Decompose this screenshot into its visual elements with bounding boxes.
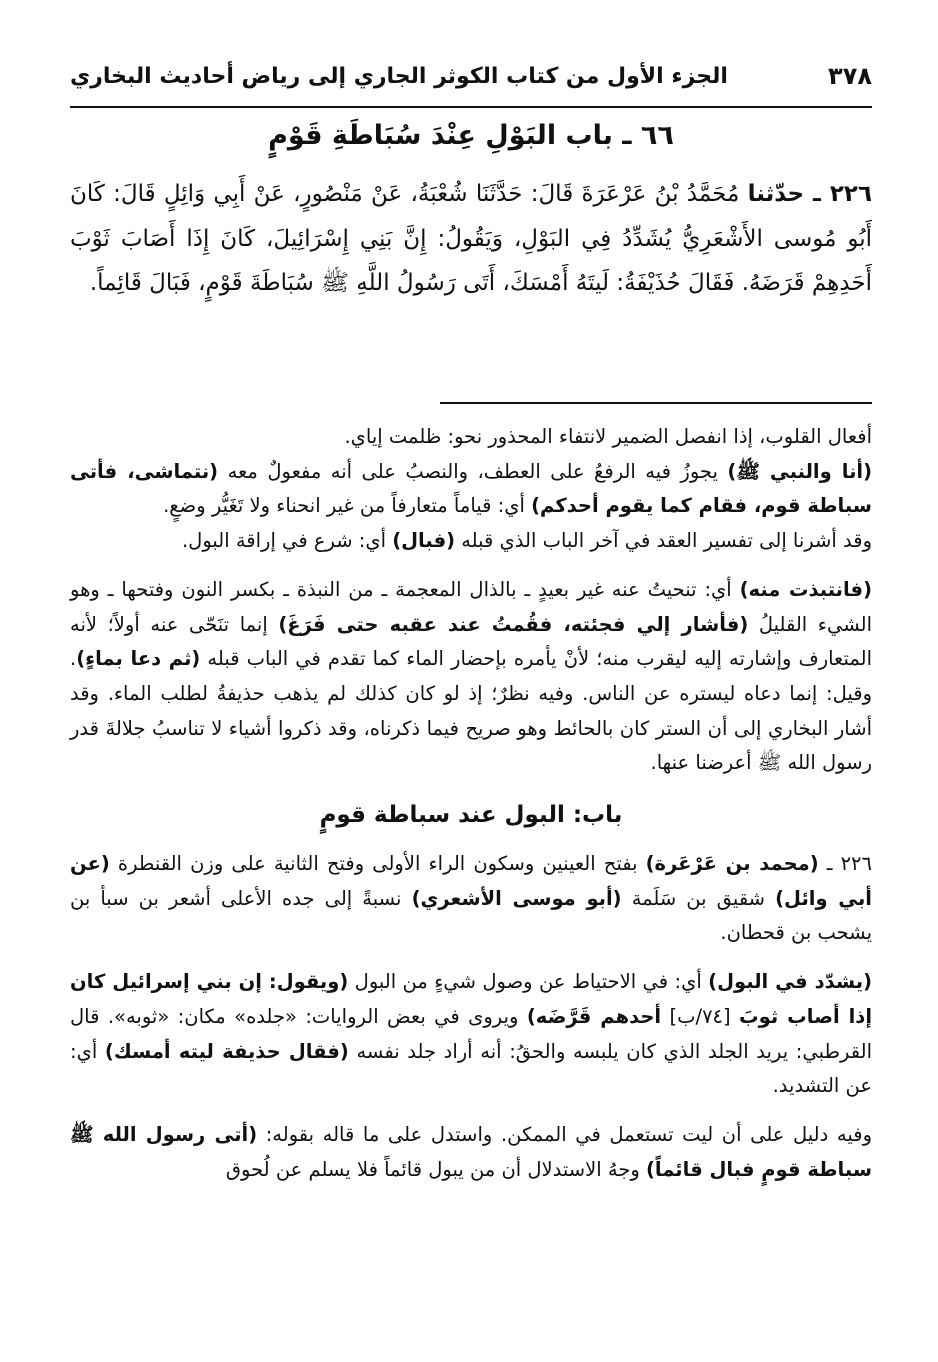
commentary-paragraph bbox=[70, 524, 872, 559]
commentary-text: ويروى في بعض الروايات: «جلده» مكان: «ثوبه». قال القرطبي: يريد الجلد الذي كان يلبسه والحقُ: أنه أراد جلد نفسه bbox=[70, 1004, 872, 1063]
hadith-body: مُحَمَّدُ بْنُ عَرْعَرَةَ قَالَ: حَدَّثَنَا شُعْبَةُ، عَنْ مَنْصُورٍ، عَنْ أَبِي وَائِلٍ قَالَ: كَانَ أَبُو مُوسى الأَشْعَرِيُّ يُشَدِّدُ فِي البَوْلِ، وَيَقُولُ: إِنَّ بَنِي إِسْرَائِيلَ، كَانَ إِذَا أَصَابَ ثَوْبَ أَحَدِهِمْ قَرَضَهُ. فَقَالَ حُذَيْفَةُ: لَيتَهُ أَمْسَكَ، أَتَى رَسُولُ اللَّهِ ﷺ سُبَاطَةَ قَوْمٍ، فَبَالَ قَائِماً. bbox=[70, 181, 872, 296]
commentary-quote: (ويقول: إن بني إسرائيل كان إذا أصاب ثوبَ bbox=[70, 970, 873, 1028]
commentary-text: ٢٢٦ ـ bbox=[818, 852, 872, 876]
commentary-quote: (فأشار إلي فجئته، فقُمتُ عند عقبه حتى فَرَغَ) bbox=[278, 612, 749, 636]
commentary-paragraph bbox=[70, 1118, 872, 1187]
commentary-quote: (ثم دعا بماءٍ) bbox=[76, 647, 201, 671]
commentary-text: أي: في الاحتياط عن وصول شيءٍ من البول bbox=[348, 970, 709, 994]
page bbox=[70, 0, 872, 1362]
commentary-quote: (فبال) bbox=[392, 529, 456, 553]
hadith-text bbox=[70, 172, 872, 306]
commentary-text: أفعال القلوب، إذا انفصل الضمير لانتفاء المحذور نحو: ظلمت إياي. bbox=[344, 425, 872, 448]
commentary-text: وقد أشرنا إلى تفسير العقد في آخر الباب الذي قبله bbox=[455, 529, 872, 553]
page-number: ٣٧٨ bbox=[828, 62, 872, 90]
section-heading: باب: البول عند سباطة قومٍ bbox=[319, 802, 623, 829]
commentary-text: يجوزُ فيه الرفعُ على العطف، والنصبُ على أنه مفعولٌ معه bbox=[218, 459, 728, 483]
commentary-text: بفتح العينين وسكون الراء الأولى وفتح الثانية على وزن القنطرة bbox=[109, 852, 646, 876]
commentary-text: وفيه دليل على أن ليت تستعمل في الممكن. واستدل على ما قاله بقوله: bbox=[257, 1122, 872, 1146]
commentary-text: أي: تنحيتُ عنه غير بعيدٍ ـ بالذال المعجمة ـ من النبذة ـ بكسر النون وفتحها ـ وهو الشيء القليلُ bbox=[70, 577, 872, 636]
commentary-text: . وقيل: إنما دعاه ليستره عن الناس. وفيه نظرٌ؛ إذ لو كان كذلك لم يذهب حذيفةُ لطلب الماء. وقد أشار البخاري إلى أن الستر كان بالحائط وهو صريح فيما ذكرناه، وقد ذكروا أشياء لا تناسبُ جلالةَ قدر رسول الله ﷺ أعرضنا عنها. bbox=[70, 647, 872, 775]
commentary-paragraph bbox=[70, 965, 872, 1104]
commentary-text: إنما تنَحّى عنه أولاً؛ لأنه المتعارف وإشارته إليه ليقرب منه؛ لأنْ يأمره بإحضار الماء كما تقدم في الباب قبله bbox=[70, 612, 872, 671]
manuscript-folio-ref: [٧٤/ب] bbox=[661, 1004, 740, 1028]
hadith-number: ٢٢٦ ـ حدّثنا bbox=[747, 181, 872, 207]
commentary-text: أي: شرع في إراقة البول. bbox=[181, 529, 393, 553]
commentary-paragraph bbox=[70, 847, 872, 951]
commentary-quote: (فقال حذيفة ليته أمسك) bbox=[104, 1039, 349, 1063]
commentary-quote: (أنا والنبي ﷺ) bbox=[727, 459, 872, 483]
commentary-quote: (يشدّد في البول) bbox=[708, 970, 872, 994]
commentary-quote: (عن أبي وائل) bbox=[70, 852, 872, 910]
commentary-text: وجهُ الاستدلال أن من يبول قائماً فلا يسلم عن لُحوق bbox=[225, 1157, 646, 1181]
commentary-text: أي: قياماً متعارفاً من غير انحناء ولا تَغَيُّر وضعٍ. bbox=[163, 494, 532, 518]
commentary-quote: (نتماشى، فأتى سباطة قوم، فقام كما يقوم أحدكم) bbox=[70, 459, 872, 518]
commentary-text: شقيق بن سَلَمة bbox=[621, 886, 776, 910]
commentary-quote: (محمد بن عَرْعَرة) bbox=[645, 852, 819, 876]
footnote-divider bbox=[440, 402, 872, 404]
commentary bbox=[70, 420, 872, 1187]
commentary-text: نسبةً إلى جده الأعلى أشعر بن سبأ بن يشحب بن قحطان. bbox=[70, 886, 872, 945]
book-title: الجزء الأول من كتاب الكوثر الجاري إلى رياض أحاديث البخاري bbox=[70, 64, 728, 89]
commentary-quote: (أتى رسول الله ﷺ سباطة قومٍ فبال قائماً) bbox=[70, 1122, 872, 1181]
chapter-title: ٦٦ ـ باب البَوْلِ عِنْدَ سُبَاطَةِ قَوْمٍ bbox=[268, 120, 674, 151]
commentary-paragraph bbox=[70, 573, 872, 781]
commentary-text: أي: عن التشديد. bbox=[70, 1039, 872, 1098]
commentary-paragraph bbox=[70, 420, 872, 455]
running-header bbox=[70, 58, 872, 108]
commentary-quote: (فانتبذت منه) bbox=[739, 577, 872, 601]
commentary-quote: أحدهم قَرَّضَه) bbox=[526, 1004, 662, 1028]
commentary-paragraph bbox=[70, 455, 872, 524]
commentary-quote: (أبو موسى الأشعري) bbox=[411, 886, 622, 910]
